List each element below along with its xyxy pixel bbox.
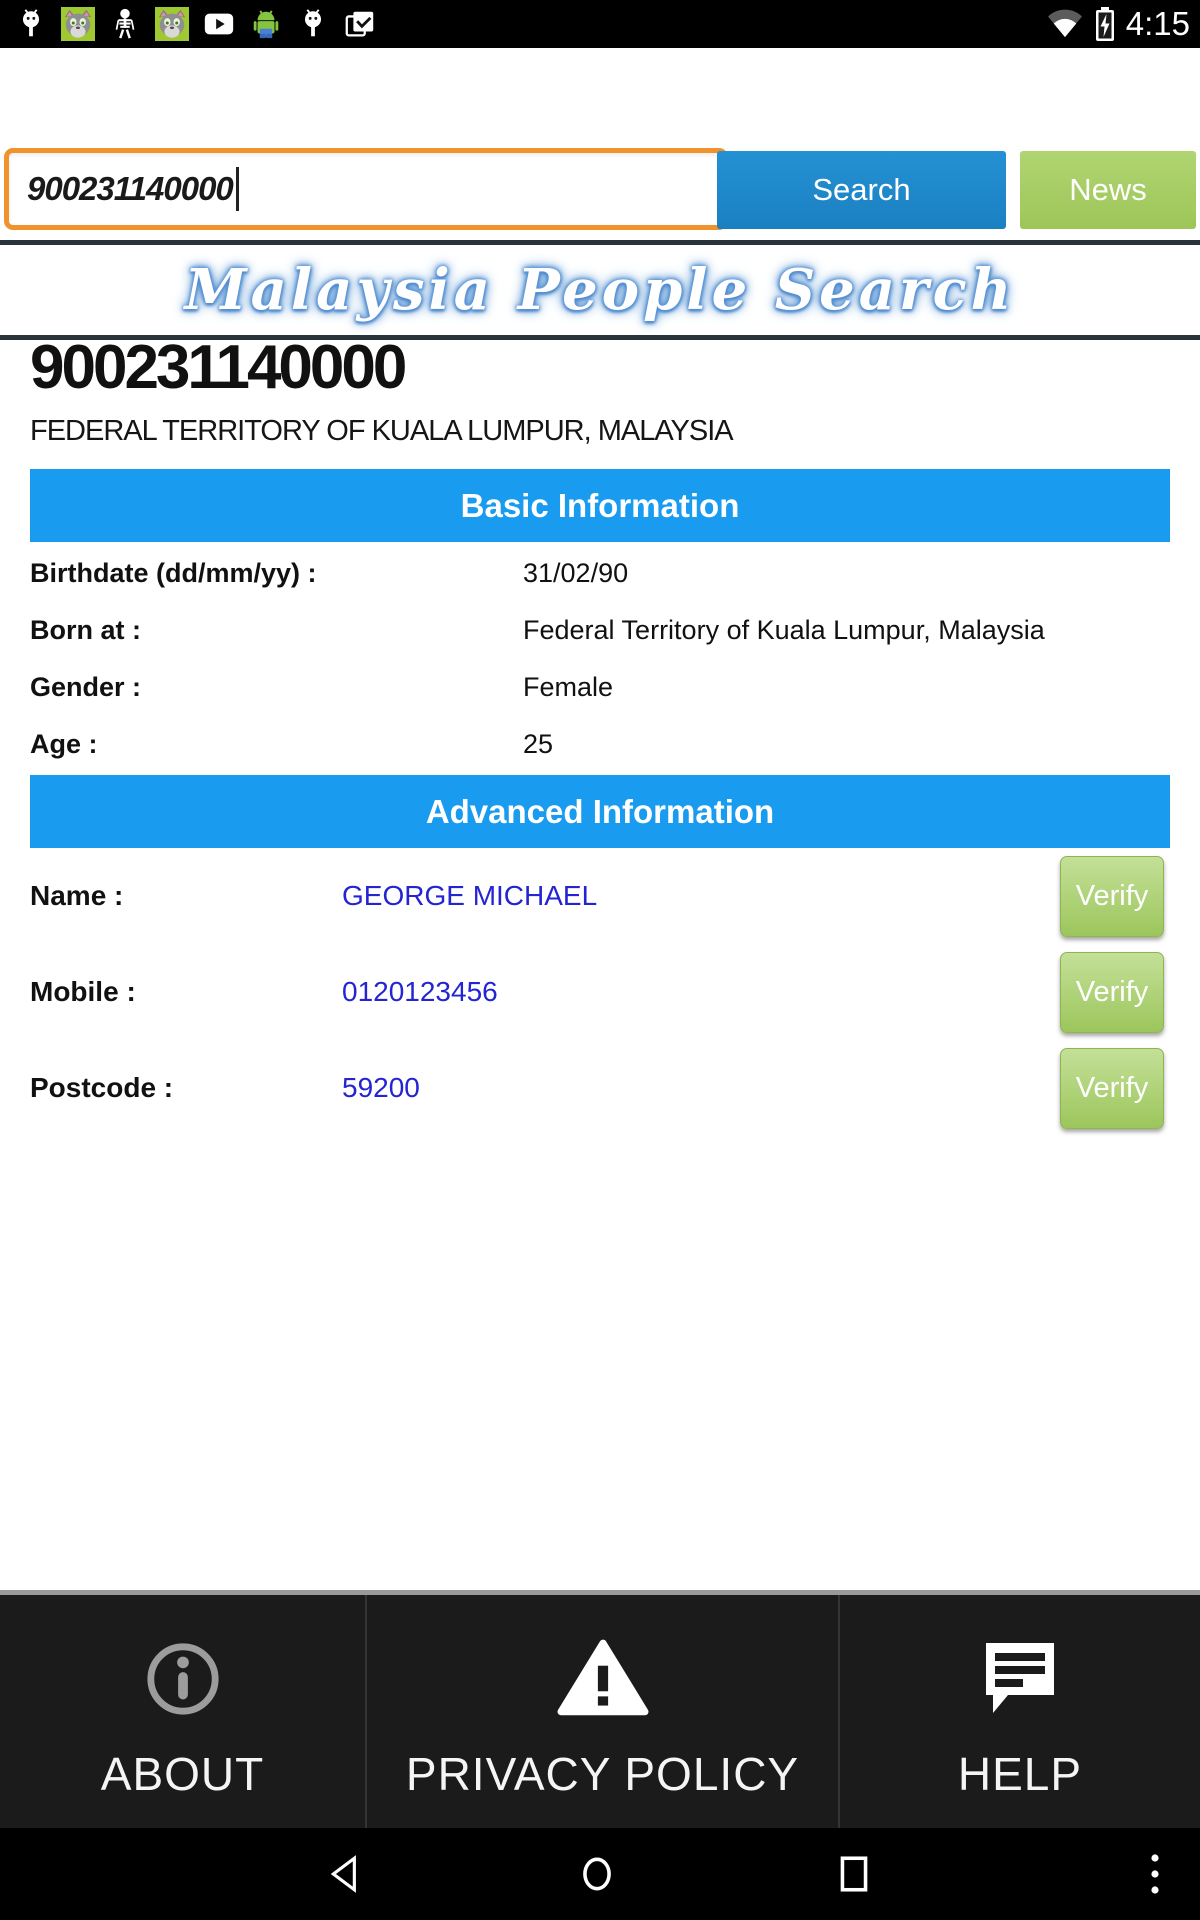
row-label: Name : [30, 880, 124, 911]
warning-icon [557, 1633, 649, 1725]
row-label: Gender : [30, 672, 142, 702]
youtube-icon [202, 7, 236, 41]
chat-icon [978, 1633, 1062, 1725]
mobile-link[interactable]: 0120123456 [342, 976, 498, 1007]
status-indicators [1046, 5, 1200, 43]
basic-information-rows [30, 545, 1170, 773]
app-logo-banner [0, 240, 1200, 340]
news-button[interactable]: News [1020, 151, 1196, 229]
battery-charging-icon [1093, 6, 1117, 42]
overflow-menu-button[interactable] [1110, 1828, 1200, 1920]
text-caret [236, 167, 239, 211]
row-label: Birthdate (dd/mm/yy) : [30, 558, 317, 588]
search-button[interactable]: Search [717, 151, 1006, 229]
wifi-signal-icon [1046, 8, 1084, 40]
name-link[interactable]: GEORGE MICHAEL [342, 880, 598, 911]
help-label: HELP [957, 1748, 1083, 1800]
verify-postcode-button[interactable]: Verify [1060, 1048, 1164, 1129]
home-button[interactable] [552, 1828, 642, 1920]
result-heading: 900231140000 [30, 333, 405, 402]
android-robot-icon [14, 7, 48, 41]
app-logo-text: Malaysia People Search [184, 257, 1016, 323]
row-label: Age : [30, 729, 98, 759]
back-button[interactable] [302, 1828, 392, 1920]
row-label: Mobile : [30, 976, 136, 1007]
row-label: Born at : [30, 615, 141, 645]
table-row [30, 716, 1170, 773]
recents-button[interactable] [809, 1828, 899, 1920]
clock: 4:15 [1125, 5, 1190, 42]
row-label: Postcode : [30, 1072, 174, 1103]
table-row [30, 848, 1170, 944]
result-content [0, 330, 1200, 1136]
verify-name-button[interactable]: Verify [1060, 856, 1164, 937]
app-bottom-nav [0, 1590, 1200, 1828]
basic-information-header: Basic Information [30, 469, 1170, 542]
about-label: ABOUT [100, 1748, 265, 1800]
verify-mobile-button[interactable]: Verify [1060, 952, 1164, 1033]
row-value: Female [523, 672, 614, 702]
result-subheading: FEDERAL TERRITORY OF KUALA LUMPUR, MALAYSIA [30, 415, 733, 447]
skeleton-icon [108, 7, 142, 41]
talking-tom-icon [155, 7, 189, 41]
search-row [0, 148, 1200, 232]
search-input-value: 900231140000 [27, 170, 233, 207]
about-button[interactable] [0, 1595, 365, 1828]
talking-tom-icon [61, 7, 95, 41]
advanced-information-rows [30, 848, 1170, 1136]
row-value: 25 [523, 729, 554, 759]
row-value: 31/02/90 [523, 558, 629, 588]
play-store-updates-icon [343, 7, 377, 41]
help-button[interactable] [838, 1595, 1200, 1828]
info-icon [144, 1633, 222, 1725]
privacy-policy-label: PRIVACY POLICY [405, 1748, 800, 1800]
row-value: Federal Territory of Kuala Lumpur, Malaysia [523, 615, 1045, 645]
advanced-information-header: Advanced Information [30, 775, 1170, 848]
table-row [30, 1040, 1170, 1136]
notification-icons [0, 7, 377, 41]
table-row [30, 944, 1170, 1040]
android-navigation-bar [0, 1828, 1200, 1920]
android-robot-icon [296, 7, 330, 41]
postcode-link[interactable]: 59200 [342, 1072, 420, 1103]
table-row [30, 659, 1170, 716]
search-input[interactable] [4, 148, 728, 230]
privacy-policy-button[interactable] [365, 1595, 838, 1828]
android-green-robot-icon [249, 7, 283, 41]
table-row [30, 602, 1170, 659]
table-row [30, 545, 1170, 602]
status-bar [0, 0, 1200, 48]
